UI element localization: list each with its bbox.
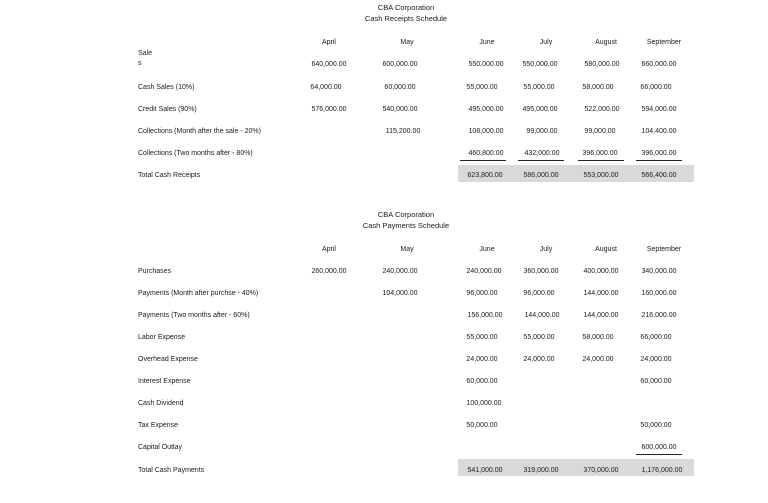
receipts-title [280,2,532,24]
receipts-cell: 99,000.00 [584,128,616,135]
payments-total-cell: 319,000.00 [523,467,559,474]
payments-cell: 400,000.00 [583,268,619,275]
receipts-cell: 55,000.00 [466,84,498,91]
payments-cell: 55,000.00 [523,334,555,341]
receipts-cell: 108,000.00 [468,128,504,135]
payments-row-label-labor: Labor Expense [138,334,186,341]
payments-row-label-tax: Tax Expense [138,422,179,429]
receipts-row-label-sales [138,49,152,69]
receipts-title-schedule: Cash Receipts Schedule [364,14,448,23]
payments-cell: 50,000.00 [640,422,672,429]
payments-total-cell: 541,000.00 [467,467,503,474]
payments-row-label-dividend: Cash Dividend [138,400,184,407]
payments-header-may: May [400,246,414,253]
payments-cell: 100,000.00 [466,400,502,407]
receipts-cell: 58,000.00 [582,84,614,91]
receipts-cell: 580,000.00 [584,61,620,68]
receipts-header-august: August [595,39,617,46]
payments-header-july: July [539,246,553,253]
payments-cell: 104,000.00 [382,290,418,297]
receipts-cell: 660,000.00 [641,61,677,68]
payments-cell: 260,000.00 [311,268,347,275]
payments-cell: 240,000.00 [382,268,418,275]
payments-cell: 60,000.00 [640,378,672,385]
receipts-row-label-credit-sales: Credit Sales (90%) [138,106,197,113]
receipts-cell: 460,800.00 [468,150,504,157]
receipts-sales-label-line1: Sale [138,50,153,57]
payments-cell: 24,000.00 [640,356,672,363]
payments-cell: 24,000.00 [582,356,614,363]
payments-total-label: Total Cash Payments [138,467,205,474]
payments-underline [636,454,682,455]
payments-row-label-purchases: Purchases [138,268,172,275]
receipts-cell: 640,000.00 [311,61,347,68]
receipts-sales-label-line2: s [138,60,142,67]
receipts-underline [636,160,682,161]
receipts-cell: 540,000.00 [382,106,418,113]
payments-cell: 24,000.00 [523,356,555,363]
payments-cell: 144,000.00 [583,290,619,297]
receipts-cell: 104,400.00 [641,128,677,135]
receipts-header-may: May [400,39,414,46]
receipts-row-label-collections-80: Collections (Two months after - 80%) [138,150,253,157]
payments-title [280,209,532,231]
receipts-cell: 594,000.00 [641,106,677,113]
payments-cell: 340,000.00 [641,268,677,275]
receipts-cell: 495,000.00 [522,106,558,113]
receipts-title-company: CBA Corporation [377,3,435,12]
receipts-cell: 495,000.00 [468,106,504,113]
receipts-cell: 600,000.00 [382,61,418,68]
payments-cell: 24,000.00 [466,356,498,363]
payments-cell: 96,000.00 [466,290,498,297]
receipts-header-july: July [539,39,553,46]
payments-total-cell: 370,000.00 [583,467,619,474]
payments-header-april: April [321,246,336,253]
payments-cell: 96,000.00 [523,290,555,297]
payments-header-june: June [479,246,495,253]
payments-header-august: August [595,246,617,253]
receipts-total-cell: 553,000.00 [583,172,619,179]
receipts-total-cell: 623,800.00 [467,172,503,179]
receipts-cell: 576,000.00 [311,106,347,113]
payments-title-schedule: Cash Payments Schedule [362,221,450,230]
receipts-cell: 522,000.00 [584,106,620,113]
payments-row-label-payments-60: Payments (Two months after - 60%) [138,312,250,319]
receipts-cell: 432,000.00 [524,150,560,157]
receipts-total-cell: 586,000.00 [523,172,559,179]
payments-row-label-interest: Interest Expense [138,378,191,385]
payments-cell: 144,000.00 [583,312,619,319]
payments-cell: 58,000.00 [582,334,614,341]
receipts-underline [578,160,624,161]
receipts-total-label: Total Cash Receipts [138,172,201,179]
receipts-header-september: September [646,39,682,46]
payments-cell: 55,000.00 [466,334,498,341]
payments-total-cell: 1,176,000.00 [641,467,683,474]
payments-cell: 144,000.00 [524,312,560,319]
payments-cell: 240,000.00 [466,268,502,275]
receipts-header-june: June [479,39,495,46]
receipts-cell: 55,000.00 [523,84,555,91]
receipts-cell: 396,000.00 [641,150,677,157]
payments-cell: 156,000.00 [467,312,503,319]
receipts-row-label-cash-sales: Cash Sales (10%) [138,84,195,91]
receipts-underline [460,160,506,161]
payments-row-label-capital-outlay: Capital Outlay [138,444,182,451]
receipts-cell: 64,000.00 [310,84,342,91]
payments-cell: 600,000.00 [641,444,677,451]
receipts-cell: 99,000.00 [526,128,558,135]
payments-row-label-overhead: Overhead Expense [138,356,198,363]
receipts-cell: 60,000.00 [384,84,416,91]
payments-cell: 50,000.00 [466,422,498,429]
payments-row-label-payments-40: Payments (Month after purchse - 40%) [138,290,259,297]
receipts-underline [518,160,564,161]
receipts-cell: 550,000.00 [522,61,558,68]
receipts-row-label-collections-20: Collections (Month after the sale - 20%) [138,128,261,135]
receipts-header-april: April [321,39,336,46]
payments-cell: 66,000.00 [640,334,672,341]
receipts-cell: 396,000.00 [582,150,618,157]
payments-cell: 360,000.00 [523,268,559,275]
payments-cell: 60,000.00 [466,378,498,385]
payments-cell: 216,000.00 [641,312,677,319]
receipts-cell: 115,200.00 [385,128,421,135]
payments-cell: 160,000.00 [641,290,677,297]
receipts-cell: 66,000.00 [640,84,672,91]
payments-title-company: CBA Corporation [377,210,435,219]
payments-header-september: September [646,246,682,253]
receipts-cell: 550,000.00 [468,61,504,68]
receipts-total-cell: 566,400.00 [641,172,677,179]
